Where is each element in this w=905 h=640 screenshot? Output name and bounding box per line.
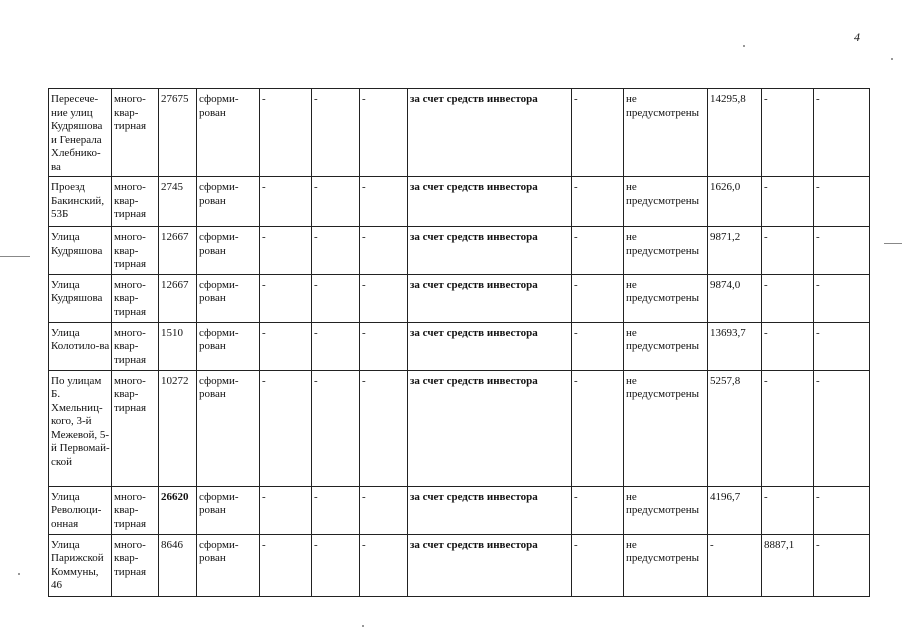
dash-cell: - [360,370,408,486]
dash-cell: - [360,322,408,370]
dash-cell: - [312,486,360,534]
amount-cell: 9871,2 [708,227,762,275]
amount-cell: - [762,227,814,275]
dash-cell: - [312,274,360,322]
dash-cell: - [360,89,408,177]
funding-source-cell: за счет средств инвестора [408,370,572,486]
dash-cell: - [814,89,870,177]
dash-cell: - [260,177,312,227]
amount-cell: - [762,370,814,486]
place-name-cell: Улица Кудряшова [49,274,112,322]
amount-cell: 13693,7 [708,322,762,370]
area-cell: 27675 [159,89,197,177]
table-row [49,534,870,596]
amount-cell: 4196,7 [708,486,762,534]
dash-cell: - [572,322,624,370]
building-type-cell: много-квар-тирная [112,177,159,227]
dash-cell: - [260,534,312,596]
funding-source-cell: за счет средств инвестора [408,274,572,322]
scan-dot [18,573,20,575]
provision-cell: не предусмотрены [624,89,708,177]
area-cell: 1510 [159,322,197,370]
area-cell: 8646 [159,534,197,596]
scan-dot [891,58,893,60]
table-row [49,486,870,534]
page-number: 4 [854,30,860,44]
table-body [49,89,870,597]
dash-cell: - [260,370,312,486]
scan-dot [362,625,364,627]
status-cell: сформи-рован [197,227,260,275]
dash-cell: - [260,486,312,534]
building-type-cell: много-квар-тирная [112,227,159,275]
dash-cell: - [572,274,624,322]
funding-source-cell: за счет средств инвестора [408,227,572,275]
dash-cell: - [814,227,870,275]
dash-cell: - [360,274,408,322]
dash-cell: - [260,89,312,177]
registry-table [48,88,870,597]
amount-cell: 14295,8 [708,89,762,177]
dash-cell: - [814,534,870,596]
building-type-cell: много-квар-тирная [112,370,159,486]
building-type-cell: много-квар-тирная [112,89,159,177]
status-cell: сформи-рован [197,322,260,370]
amount-cell: - [762,322,814,370]
place-name-cell: Улица Парижской Коммуны, 46 [49,534,112,596]
provision-cell: не предусмотрены [624,322,708,370]
provision-cell: не предусмотрены [624,274,708,322]
dash-cell: - [572,89,624,177]
scan-mark-right [884,243,902,244]
table-row [49,370,870,486]
dash-cell: - [312,227,360,275]
area-cell: 2745 [159,177,197,227]
funding-source-cell: за счет средств инвестора [408,486,572,534]
dash-cell: - [312,370,360,486]
place-name-cell: Улица Колотило-ва [49,322,112,370]
dash-cell: - [814,486,870,534]
dash-cell: - [360,227,408,275]
dash-cell: - [312,322,360,370]
funding-source-cell: за счет средств инвестора [408,177,572,227]
provision-cell: не предусмотрены [624,370,708,486]
amount-cell: 8887,1 [762,534,814,596]
dash-cell: - [360,486,408,534]
dash-cell: - [814,274,870,322]
provision-cell: не предусмотрены [624,534,708,596]
area-cell: 26620 [159,486,197,534]
building-type-cell: много-квар-тирная [112,486,159,534]
status-cell: сформи-рован [197,177,260,227]
dash-cell: - [572,177,624,227]
area-cell: 12667 [159,227,197,275]
amount-cell: - [762,177,814,227]
place-name-cell: Улица Революци-онная [49,486,112,534]
table-row [49,274,870,322]
funding-source-cell: за счет средств инвестора [408,322,572,370]
dash-cell: - [312,534,360,596]
amount-cell: - [762,89,814,177]
provision-cell: не предусмотрены [624,177,708,227]
status-cell: сформи-рован [197,274,260,322]
amount-cell: - [762,274,814,322]
table-row [49,177,870,227]
amount-cell: - [708,534,762,596]
scan-dot [743,45,745,47]
dash-cell: - [814,177,870,227]
dash-cell: - [260,322,312,370]
status-cell: сформи-рован [197,89,260,177]
amount-cell: 5257,8 [708,370,762,486]
table-row [49,89,870,177]
dash-cell: - [572,370,624,486]
dash-cell: - [572,534,624,596]
area-cell: 12667 [159,274,197,322]
dash-cell: - [360,177,408,227]
building-type-cell: много-квар-тирная [112,534,159,596]
dash-cell: - [814,370,870,486]
amount-cell: 1626,0 [708,177,762,227]
amount-cell: - [762,486,814,534]
dash-cell: - [312,177,360,227]
area-cell: 10272 [159,370,197,486]
dash-cell: - [260,274,312,322]
amount-cell: 9874,0 [708,274,762,322]
dash-cell: - [312,89,360,177]
table-row [49,322,870,370]
provision-cell: не предусмотрены [624,486,708,534]
building-type-cell: много-квар-тирная [112,274,159,322]
place-name-cell: Пересече-ние улиц Кудряшова и Генерала Хлебнико-ва [49,89,112,177]
building-type-cell: много-квар-тирная [112,322,159,370]
place-name-cell: Проезд Бакинский, 53Б [49,177,112,227]
status-cell: сформи-рован [197,534,260,596]
dash-cell: - [360,534,408,596]
funding-source-cell: за счет средств инвестора [408,89,572,177]
funding-source-cell: за счет средств инвестора [408,534,572,596]
dash-cell: - [572,486,624,534]
dash-cell: - [260,227,312,275]
place-name-cell: Улица Кудряшова [49,227,112,275]
scan-mark-left [0,256,30,257]
status-cell: сформи-рован [197,370,260,486]
place-name-cell: По улицам Б. Хмельниц-кого, 3-й Межевой, 5-й Первомай-ской [49,370,112,486]
provision-cell: не предусмотрены [624,227,708,275]
status-cell: сформи-рован [197,486,260,534]
dash-cell: - [814,322,870,370]
table-row [49,227,870,275]
dash-cell: - [572,227,624,275]
